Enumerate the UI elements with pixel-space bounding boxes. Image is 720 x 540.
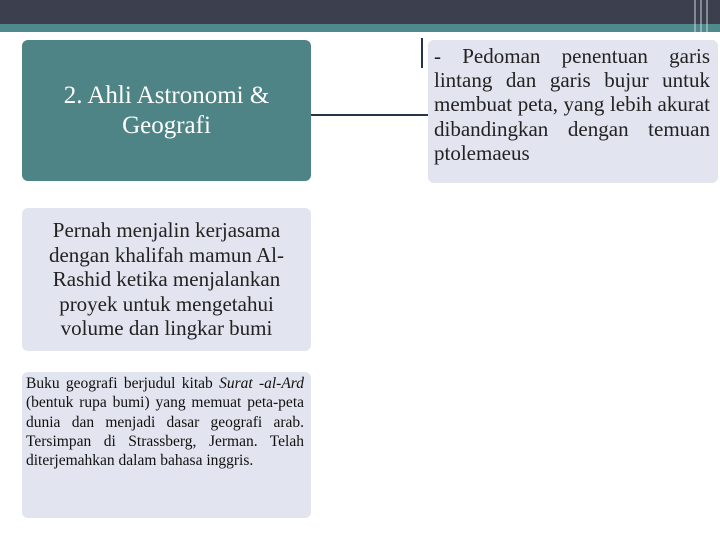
right-card (428, 40, 718, 183)
bottom-card-text-after: (bentuk rupa bumi) yang memuat peta-peta dunia dan menjadi dasar geografi arab. Tersimpan di Strassberg, Jerman. Telah diterjemahkan dalam bahasa inggris. (26, 394, 304, 470)
title-card-text: 2. Ahli Astronomi & Geografi (63, 81, 270, 139)
middle-card (22, 208, 311, 351)
connector-line (311, 114, 428, 116)
top-banner-accent (0, 24, 720, 32)
bottom-card-text-before: Buku geografi berjudul kitab (26, 375, 220, 392)
bottom-card (22, 372, 311, 518)
right-card-text: - Pedoman penentuan garis lintang dan garis bujur untuk membuat peta, yang lebih akurat dibandingkan dengan temuan ptolemaeus (434, 44, 710, 165)
bottom-card-book-title: Surat -al-Ard (219, 375, 304, 392)
banner-decoration (706, 0, 708, 32)
top-banner-dark (0, 0, 720, 24)
banner-decoration (694, 0, 696, 32)
title-card (22, 40, 311, 181)
banner-decoration (700, 0, 702, 32)
connector-tick (421, 38, 423, 68)
middle-card-text: Pernah menjalin kerjasama dengan khalifah mamun Al-Rashid ketika menjalankan proyek untuk mengetahui volume dan lingkar bumi (48, 218, 285, 341)
